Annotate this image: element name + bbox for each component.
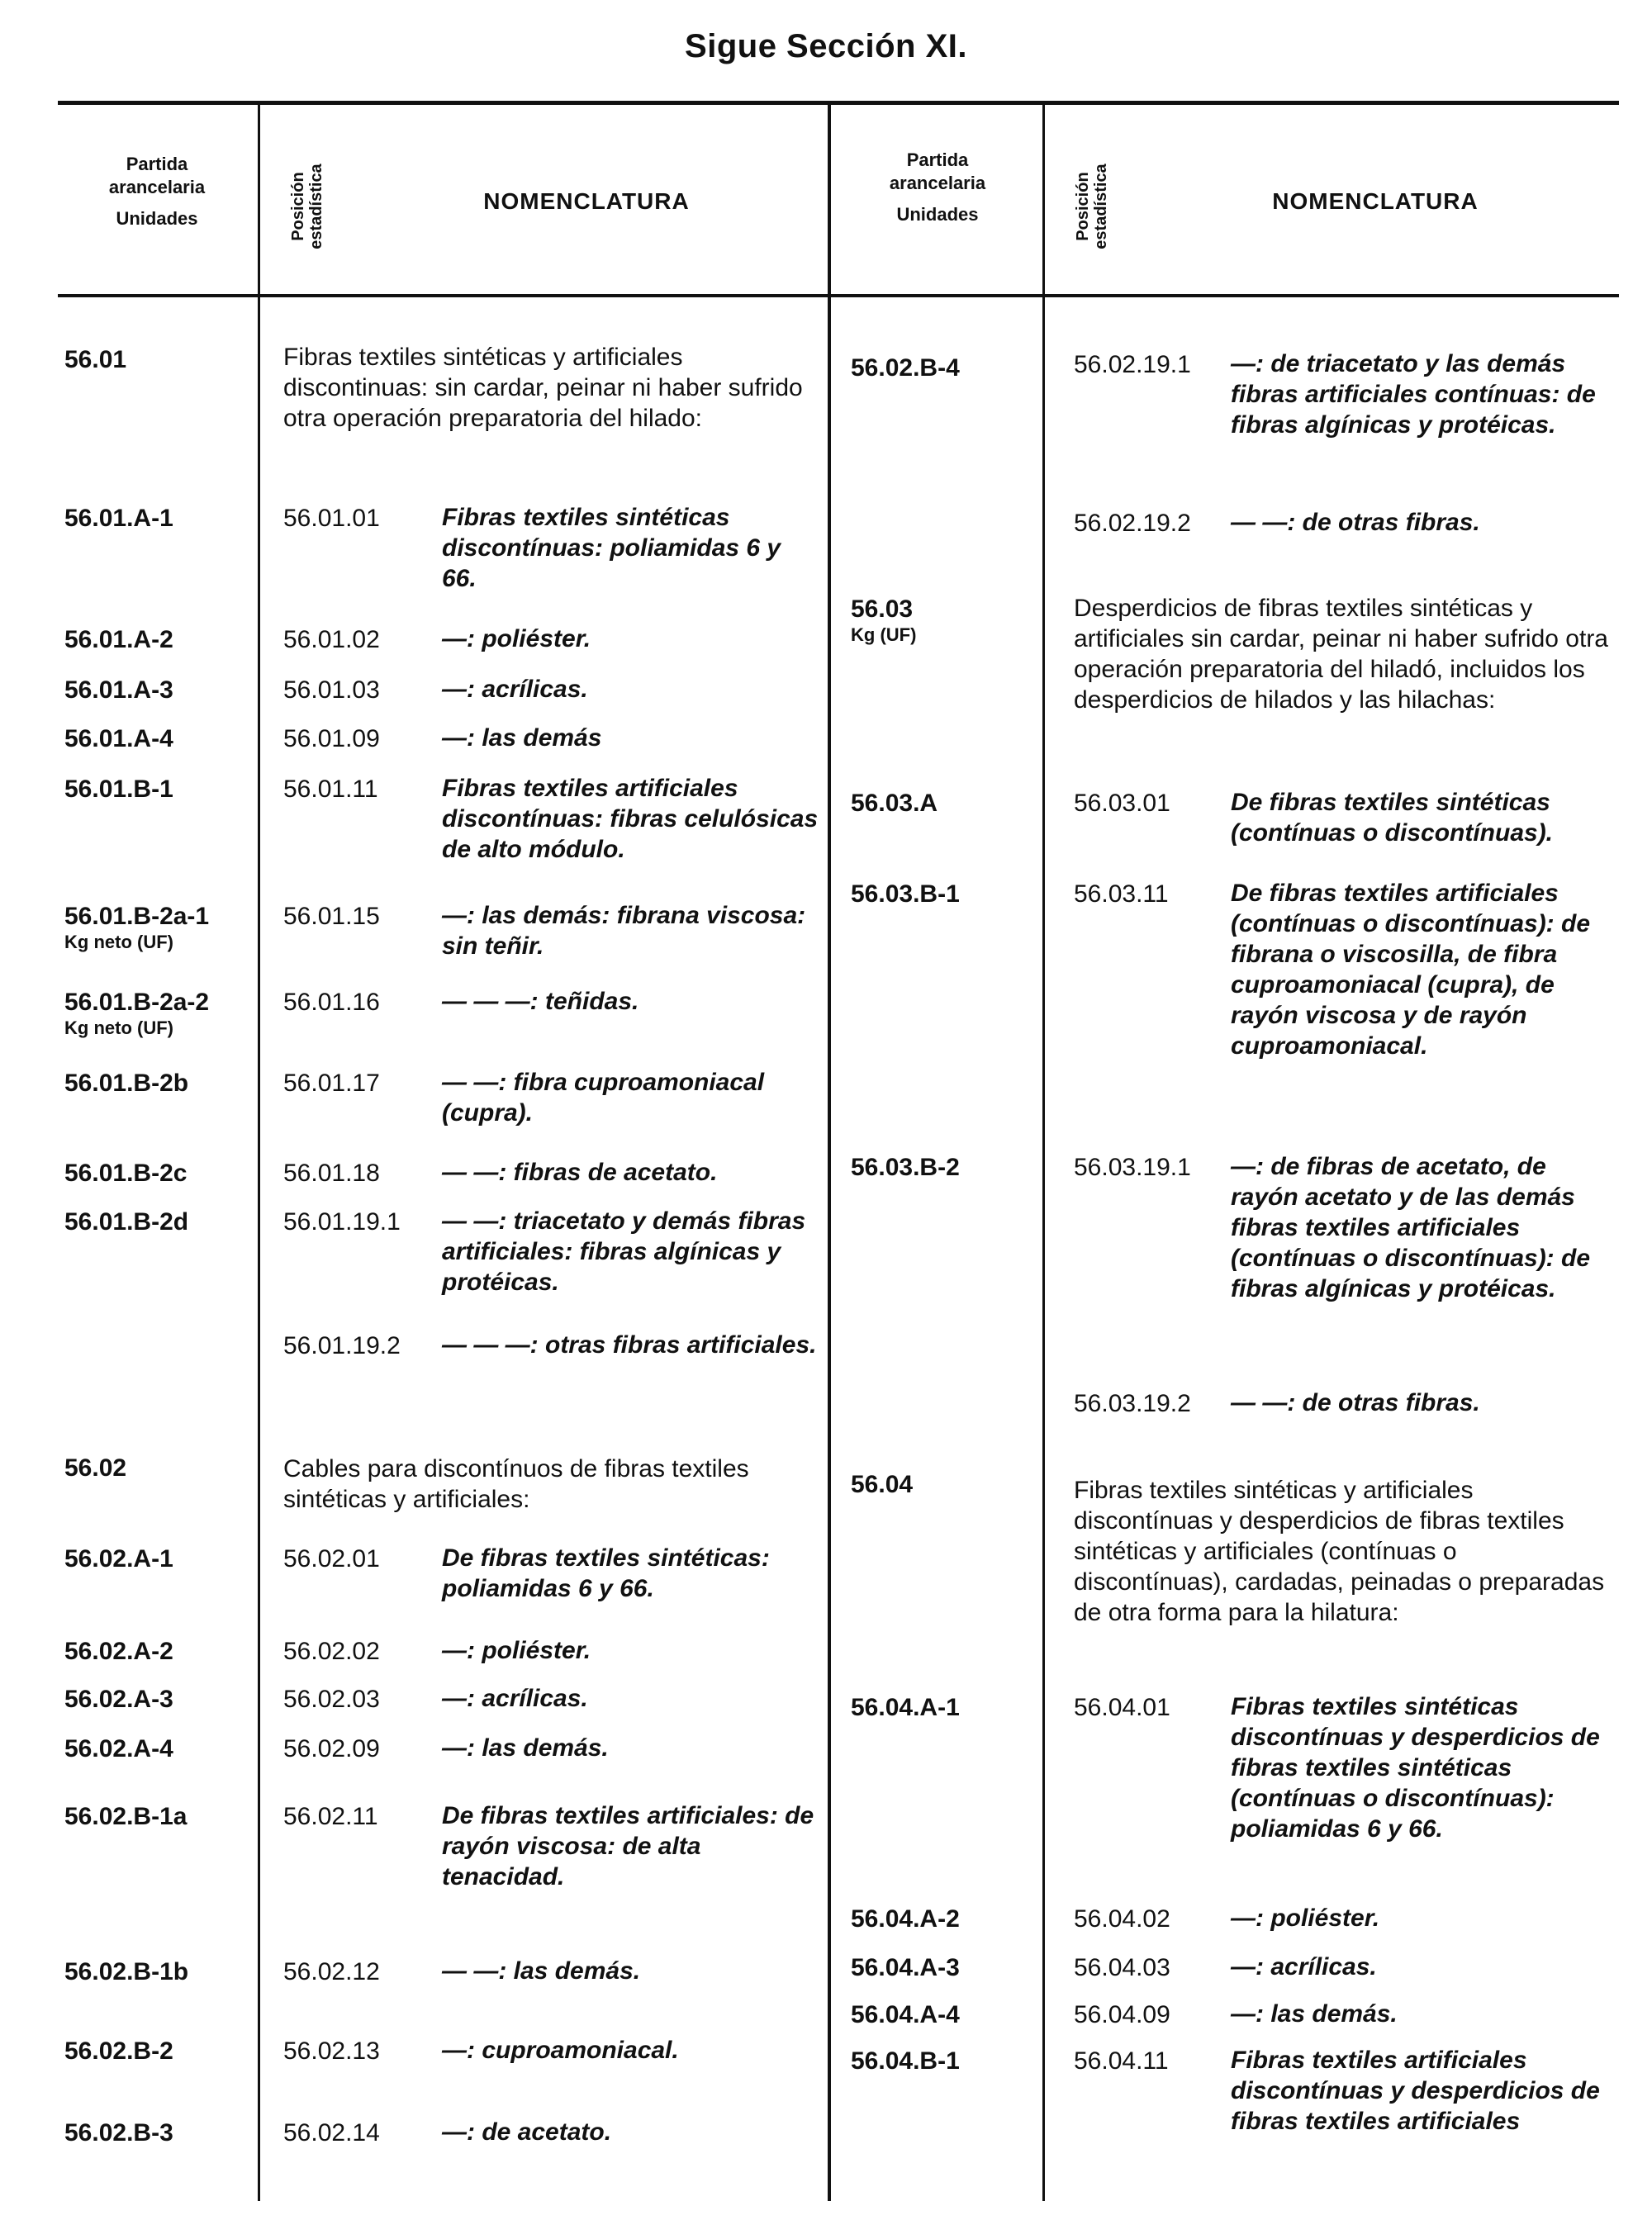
unit-label: Kg neto (UF) bbox=[64, 1017, 173, 1038]
partida-code: 56.01.A-1 bbox=[64, 505, 173, 532]
partida-code: 56.01.B-2c bbox=[64, 1160, 188, 1187]
partida-code: 56.01.B-1 bbox=[64, 776, 173, 803]
posicion-code: 56.02.12 bbox=[283, 1958, 380, 1985]
header-arancelaria-label: arancelaria bbox=[889, 173, 986, 193]
posicion-code: 56.02.01 bbox=[283, 1545, 380, 1572]
posicion-code: 56.01.19.1 bbox=[283, 1208, 401, 1236]
description: —: poliéster. bbox=[1231, 1905, 1380, 1932]
posicion-code: 56.02.19.1 bbox=[1074, 351, 1191, 378]
posicion-code: 56.01.19.2 bbox=[283, 1332, 401, 1359]
posicion-code: 56.04.01 bbox=[1074, 1694, 1170, 1721]
posicion-code: 56.01.02 bbox=[283, 626, 380, 653]
description: — —: fibra cuproamoniacal (cupra). bbox=[442, 1069, 765, 1127]
divider-middle bbox=[828, 103, 831, 2201]
posicion-code: 56.01.17 bbox=[283, 1070, 380, 1097]
description: — — —: teñidas. bbox=[442, 988, 639, 1015]
posicion-code: 56.01.11 bbox=[283, 776, 378, 803]
partida-code: 56.03.A bbox=[851, 790, 938, 817]
posicion-code: 56.02.14 bbox=[283, 2119, 380, 2146]
description: —: de fibras de acetato, de rayón acetato y de las demás fibras textiles artificiales (contínuas o discontínuas): de fibras algínicas y protéicas. bbox=[1231, 1153, 1591, 1302]
partida-code: 56.02.B-3 bbox=[64, 2119, 173, 2146]
description: —: de triacetato y las demás fibras artificiales contínuas: de fibras algínicas y protéicas. bbox=[1231, 350, 1596, 439]
partida-code: 56.04.A-3 bbox=[851, 1954, 960, 1981]
description: De fibras textiles artificiales: de rayón viscosa: de alta tenacidad. bbox=[442, 1802, 814, 1890]
description: —: las demás. bbox=[1231, 2000, 1398, 2028]
partida-code: 56.04.A-2 bbox=[851, 1905, 960, 1933]
unit-label: Kg neto (UF) bbox=[64, 932, 173, 952]
description: — — —: otras fibras artificiales. bbox=[442, 1331, 817, 1359]
page-title: Sigue Sección XI. bbox=[685, 28, 967, 64]
partida-code: 56.02.A-4 bbox=[64, 1735, 173, 1762]
header-unidades-label: Unidades bbox=[116, 208, 198, 229]
description: —: acrílicas. bbox=[442, 1685, 588, 1712]
description: —: acrílicas. bbox=[442, 676, 588, 703]
description: —: poliéster. bbox=[442, 1637, 591, 1664]
posicion-code: 56.01.09 bbox=[283, 725, 380, 752]
partida-code: 56.02.B-1a bbox=[64, 1803, 188, 1830]
description: De fibras textiles sintéticas: poliamidas 6 y 66. bbox=[442, 1544, 770, 1602]
header-partida-left bbox=[62, 153, 252, 230]
unit-label: Kg (UF) bbox=[851, 624, 917, 645]
posicion-code: 56.02.13 bbox=[283, 2037, 380, 2065]
description: Fibras textiles artificiales discontínuas: fibras celulósicas de alto módulo. bbox=[442, 775, 819, 863]
description: — —: triacetato y demás fibras artificiales: fibras algínicas y protéicas. bbox=[442, 1207, 806, 1296]
divider-right-1 bbox=[1042, 103, 1045, 2201]
partida-code: 56.01.A-3 bbox=[64, 676, 173, 704]
posicion-code: 56.04.11 bbox=[1074, 2047, 1169, 2075]
partida-code: 56.03.B-1 bbox=[851, 880, 960, 908]
heading-text: Fibras textiles sintéticas y artificiales discontínuas y desperdicios de fibras textiles sintéticas y artificiales (contínuas o discontínuas), cardadas, peinadas o preparadas de otra forma para la hilatura: bbox=[1074, 1477, 1605, 1626]
header-estadistica-label: estadística bbox=[307, 164, 325, 249]
description: De fibras textiles sintéticas (contínuas o discontínuas). bbox=[1231, 789, 1554, 847]
header-nomenclatura-right: NOMENCLATURA bbox=[1272, 188, 1479, 214]
posicion-code: 56.02.02 bbox=[283, 1638, 380, 1665]
heading-code: 56.04 bbox=[851, 1471, 914, 1498]
header-partida-right bbox=[834, 149, 1041, 226]
header-estadistica-label: estadística bbox=[1092, 164, 1110, 249]
partida-code: 56.02.A-2 bbox=[64, 1638, 173, 1665]
description: —: las demás bbox=[442, 724, 602, 752]
partida-code: 56.04.B-1 bbox=[851, 2047, 960, 2075]
partida-code: 56.02.B-4 bbox=[851, 354, 960, 382]
header-posicion-left bbox=[289, 140, 325, 273]
header-partida-label: Partida bbox=[126, 154, 188, 174]
partida-code: 56.01.B-2d bbox=[64, 1208, 189, 1236]
header-bottom-rule bbox=[58, 294, 1619, 297]
header-posicion-label: Posición bbox=[289, 172, 307, 241]
posicion-code: 56.02.03 bbox=[283, 1686, 380, 1713]
description: Fibras textiles artificiales discontínuas y desperdicios de fibras textiles artificiales bbox=[1231, 2047, 1600, 2135]
partida-code: 56.02.B-1b bbox=[64, 1958, 189, 1985]
description: —: de acetato. bbox=[442, 2118, 612, 2146]
partida-code: 56.01.B-2b bbox=[64, 1070, 189, 1097]
posicion-code: 56.02.11 bbox=[283, 1803, 378, 1830]
description: —: poliéster. bbox=[442, 625, 591, 652]
posicion-code: 56.03.11 bbox=[1074, 880, 1169, 908]
description: — —: de otras fibras. bbox=[1231, 1389, 1480, 1416]
partida-code: 56.04.A-4 bbox=[851, 2001, 960, 2028]
divider-left-1 bbox=[258, 103, 260, 2201]
posicion-code: 56.02.09 bbox=[283, 1735, 380, 1762]
partida-code: 56.04.A-1 bbox=[851, 1694, 960, 1721]
partida-code: 56.02.B-2 bbox=[64, 2037, 173, 2065]
posicion-code: 56.03.19.2 bbox=[1074, 1390, 1191, 1417]
posicion-code: 56.01.03 bbox=[283, 676, 380, 704]
header-posicion-right bbox=[1074, 140, 1110, 273]
header-arancelaria-label: arancelaria bbox=[108, 177, 206, 197]
posicion-code: 56.04.02 bbox=[1074, 1905, 1170, 1933]
description: —: cuproamoniacal. bbox=[442, 2037, 679, 2064]
description: —: acrílicas. bbox=[1231, 1953, 1377, 1980]
posicion-code: 56.03.01 bbox=[1074, 790, 1170, 817]
heading-code: 56.01 bbox=[64, 346, 127, 373]
description: — —: de otras fibras. bbox=[1231, 509, 1480, 536]
posicion-code: 56.04.03 bbox=[1074, 1954, 1170, 1981]
header-unidades-label: Unidades bbox=[896, 204, 979, 225]
description: Fibras textiles sintéticas discontínuas: poliamidas 6 y 66. bbox=[442, 504, 781, 592]
description: —: las demás: fibrana viscosa: sin teñir. bbox=[442, 902, 806, 960]
posicion-code: 56.01.01 bbox=[283, 505, 380, 532]
partida-code: 56.01.B-2a-1 Kg neto (UF) bbox=[64, 903, 210, 952]
heading-text: Fibras textiles sintéticas y artificiales discontinuas: sin cardar, peinar ni haber sufrido otra operación preparatoria del hilado: bbox=[283, 344, 803, 432]
heading-code: 56.03 Kg (UF) bbox=[851, 595, 917, 645]
header-partida-label: Partida bbox=[906, 149, 969, 170]
description: Fibras textiles sintéticas discontínuas y desperdicios de fibras textiles sintéticas (contínuas o discontínuas): poliamidas 6 y 66. bbox=[1231, 1693, 1600, 1843]
partida-code: 56.02.A-1 bbox=[64, 1545, 173, 1572]
posicion-code: 56.01.18 bbox=[283, 1160, 380, 1187]
posicion-code: 56.01.16 bbox=[283, 989, 380, 1016]
description: — —: fibras de acetato. bbox=[442, 1159, 718, 1186]
header-posicion-label: Posición bbox=[1074, 172, 1092, 241]
partida-code: 56.01.B-2a-2 Kg neto (UF) bbox=[64, 989, 210, 1038]
partida-code: 56.01.A-4 bbox=[64, 725, 173, 752]
partida-code: 56.02.A-3 bbox=[64, 1686, 173, 1713]
header-nomenclatura-left: NOMENCLATURA bbox=[483, 188, 690, 214]
heading-text: Desperdicios de fibras textiles sintéticas y artificiales sin cardar, peinar ni haber sufrido otra operación preparatoria del hiladó, incluidos los desperdicios de hilados y las hilachas: bbox=[1074, 595, 1608, 714]
description: — —: las demás. bbox=[442, 1957, 641, 1985]
heading-text: Cables para discontínuos de fibras textiles sintéticas y artificiales: bbox=[283, 1455, 749, 1513]
posicion-code: 56.01.15 bbox=[283, 903, 380, 930]
heading-code: 56.02 bbox=[64, 1454, 127, 1482]
top-rule bbox=[58, 101, 1619, 105]
partida-code: 56.03.B-2 bbox=[851, 1154, 960, 1181]
description: —: las demás. bbox=[442, 1734, 609, 1762]
posicion-code: 56.02.19.2 bbox=[1074, 510, 1191, 537]
posicion-code: 56.04.09 bbox=[1074, 2001, 1170, 2028]
partida-code: 56.01.A-2 bbox=[64, 626, 173, 653]
description: De fibras textiles artificiales (contínuas o discontínuas): de fibrana o viscosilla, de fibra cuproamoniacal (cupra), de rayón viscosa y de rayón cuproamoniacal. bbox=[1231, 880, 1591, 1060]
posicion-code: 56.03.19.1 bbox=[1074, 1154, 1191, 1181]
